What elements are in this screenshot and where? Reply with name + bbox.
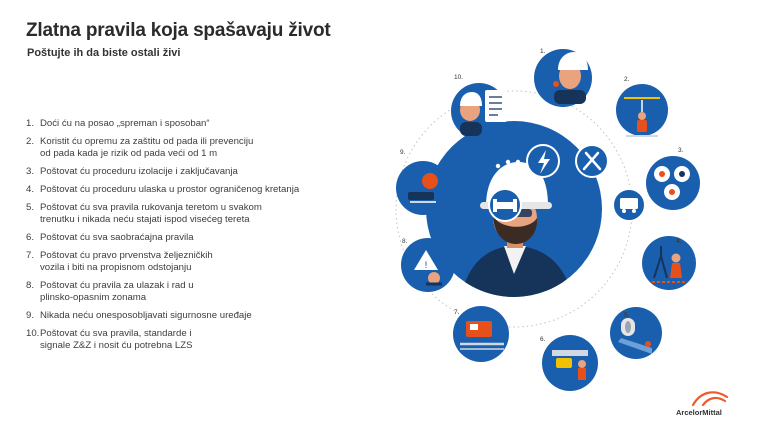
badge-number-1: 1.	[540, 48, 546, 55]
svg-text:!: !	[424, 260, 428, 270]
rule-text: Poštovat ću pravo prvenstva željezničkih vozila i biti na propisnom odstojanju	[40, 249, 213, 273]
rule-text: Poštovat ću sva saobraćajna pravila	[40, 231, 194, 243]
rule-text: Poštovat ću sva pravila rukovanja teretom u svakom trenutku i nikada neću stajati ispod visećeg tereta	[40, 201, 262, 225]
badge-number-8: 8.	[402, 238, 408, 245]
safety-rules-illustration	[380, 38, 684, 393]
rule-item	[26, 166, 356, 178]
badge-6	[542, 335, 598, 391]
rule-item	[26, 184, 356, 196]
electricity-icon	[527, 145, 559, 177]
rule-number: 5.	[26, 201, 35, 213]
badge-9	[396, 161, 450, 215]
badge-8	[401, 238, 455, 292]
badge-7	[453, 306, 509, 362]
central-worker-illustration	[426, 121, 645, 303]
rule-item	[26, 118, 356, 130]
rule-item	[26, 232, 356, 244]
badge-number-3: 3.	[678, 147, 684, 154]
rule-item	[26, 280, 356, 305]
rule-number: 3.	[26, 166, 35, 177]
rule-number: 1.	[26, 118, 35, 129]
rule-number: 2.	[26, 135, 35, 147]
rule-number: 7.	[26, 249, 35, 261]
rule-number: 9.	[26, 310, 35, 321]
rule-item	[26, 250, 356, 275]
rule-number: 4.	[26, 183, 35, 195]
page-title: Zlatna pravila koja spašavaju život	[26, 20, 331, 41]
truck-icon	[613, 189, 645, 221]
pipe-icon	[489, 189, 521, 221]
badge-number-9: 9.	[400, 149, 406, 156]
brand-name: ArcelorMittal	[676, 408, 722, 417]
rule-number: 6.	[26, 231, 35, 243]
badge-number-2: 2.	[624, 76, 630, 83]
rule-number: 10.	[26, 327, 40, 339]
rule-text: Poštovat ću sva pravila, standarde i signale Z&Z i nosit ću potrebna LZS	[40, 327, 193, 352]
rule-text: Doći ću na posao „spreman i sposoban“	[40, 118, 210, 129]
rule-text: Nikada neću onesposobljavati sigurnosne uređaje	[40, 310, 252, 321]
badge-5	[610, 307, 662, 359]
badge-3	[646, 156, 700, 210]
rule-text: Poštovat ću proceduru ulaska u prostor ograničenog kretanja	[40, 183, 300, 195]
rules-list	[26, 118, 356, 358]
arcelormittal-logo-mark	[691, 387, 729, 407]
badge-4	[642, 236, 696, 290]
tools-icon	[576, 145, 608, 177]
rule-item	[26, 202, 356, 227]
page-subtitle: Poštujte ih da biste ostali živi	[27, 47, 181, 59]
rule-item	[26, 310, 356, 322]
badge-2	[616, 84, 668, 136]
badge-1	[534, 49, 592, 107]
rule-text: Koristit ću opremu za zaštitu od pada ili prevenciju od pada kada je rizik od pada veći od 1 m	[40, 135, 254, 160]
badge-number-4: 4.	[676, 238, 682, 245]
badge-number-6: 6.	[540, 336, 546, 343]
rule-number: 8.	[26, 279, 35, 291]
badge-number-7: 7.	[454, 309, 460, 316]
rule-text: Poštovat ću proceduru izolacije i zaključavanja	[40, 166, 238, 177]
rule-item	[26, 328, 356, 353]
badge-number-10: 10.	[454, 74, 464, 81]
badge-10	[451, 83, 507, 139]
badge-number-5: 5.	[624, 312, 630, 319]
rule-text: Poštovat ću pravila za ulazak i rad u plinsko-opasnim zonama	[40, 279, 194, 304]
rule-item	[26, 136, 356, 161]
